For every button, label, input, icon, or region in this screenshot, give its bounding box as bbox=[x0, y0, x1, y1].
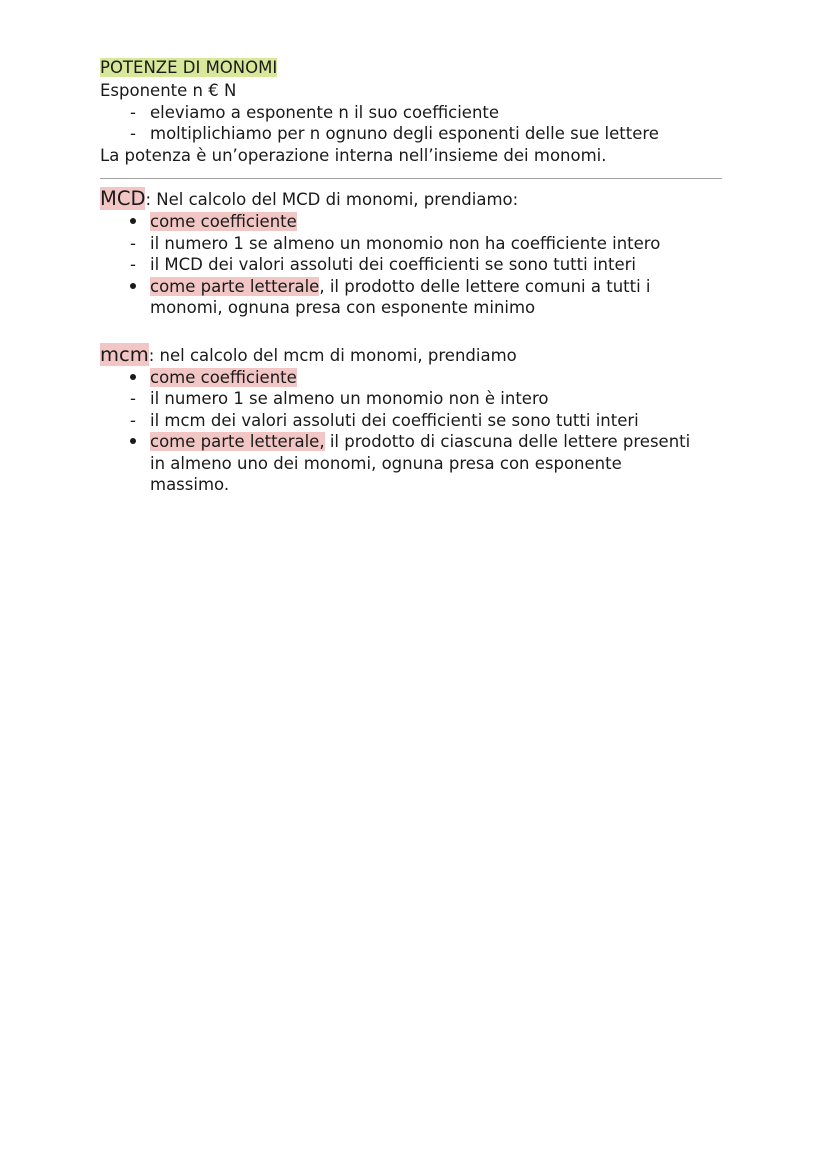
list-item bbox=[100, 254, 730, 276]
potenze-title: POTENZE DI MONOMI bbox=[100, 58, 278, 77]
list-item-text: il MCD dei valori assoluti dei coefficienti se sono tutti interi bbox=[150, 255, 636, 274]
list-item bbox=[100, 276, 730, 298]
mcm-lit-text: il prodotto di ciascuna delle lettere presenti bbox=[324, 432, 691, 451]
list-item bbox=[100, 431, 730, 453]
bullet-dot bbox=[124, 367, 142, 389]
dash-bullet: - bbox=[130, 410, 136, 430]
section-mcd bbox=[100, 187, 730, 211]
mcd-lit-text: , il prodotto delle lettere comuni a tutti i bbox=[319, 276, 651, 296]
dash-bullet: - bbox=[130, 102, 136, 122]
list-item bbox=[100, 123, 730, 145]
dash-bullet: - bbox=[130, 233, 136, 253]
mcm-lit-label: come parte letterale, bbox=[150, 432, 325, 451]
list-item bbox=[100, 388, 730, 410]
list-item-continuation bbox=[100, 453, 730, 475]
section-potenze bbox=[100, 56, 730, 80]
exponent-line: Esponente n € N bbox=[100, 81, 237, 100]
mcd-lit-text-2: monomi, ognuna presa con esponente minimo bbox=[150, 298, 536, 317]
list-item bbox=[100, 211, 730, 233]
mcm-lit-text-2: in almeno uno dei monomi, ognuna presa con esponente bbox=[150, 453, 622, 473]
mcm-label: mcm bbox=[100, 342, 149, 366]
dash-bullet: - bbox=[130, 255, 136, 274]
mcm-intro: : nel calcolo del mcm di monomi, prendiamo bbox=[148, 345, 517, 365]
mcd-label: MCD bbox=[100, 187, 146, 210]
list-item-text: il mcm dei valori assoluti dei coefficienti se sono tutti interi bbox=[150, 410, 639, 430]
document-page bbox=[100, 56, 730, 496]
list-item bbox=[100, 410, 730, 432]
potenze-note: La potenza è un’operazione interna nell’insieme dei monomi. bbox=[100, 145, 607, 165]
list-item bbox=[100, 367, 730, 389]
list-item-continuation bbox=[100, 297, 730, 319]
list-item-text: il numero 1 se almeno un monomio non è intero bbox=[150, 389, 549, 408]
list-item-text: moltiplichiamo per n ognuno degli esponenti delle sue lettere bbox=[150, 124, 659, 143]
divider bbox=[100, 178, 722, 179]
mcm-coef-label: come coefficiente bbox=[150, 367, 297, 387]
mcd-lit-label: come parte letterale bbox=[150, 276, 320, 296]
list-item bbox=[100, 233, 730, 255]
list-item-text: il numero 1 se almeno un monomio non ha coefficiente intero bbox=[150, 233, 661, 253]
bullet-dot bbox=[124, 211, 142, 233]
list-item-text: eleviamo a esponente n il suo coefficiente bbox=[150, 102, 500, 122]
bullet-dot bbox=[124, 276, 142, 298]
dash-bullet: - bbox=[130, 389, 136, 408]
mcm-lit-text-3: massimo. bbox=[150, 475, 230, 494]
list-item-continuation bbox=[100, 474, 730, 496]
section-mcm bbox=[100, 343, 730, 367]
mcd-coef-label: come coefficiente bbox=[150, 212, 297, 231]
list-item bbox=[100, 102, 730, 124]
mcd-intro: : Nel calcolo del MCD di monomi, prendiamo: bbox=[145, 190, 519, 209]
bullet-dot bbox=[124, 431, 142, 453]
dash-bullet: - bbox=[130, 124, 136, 143]
